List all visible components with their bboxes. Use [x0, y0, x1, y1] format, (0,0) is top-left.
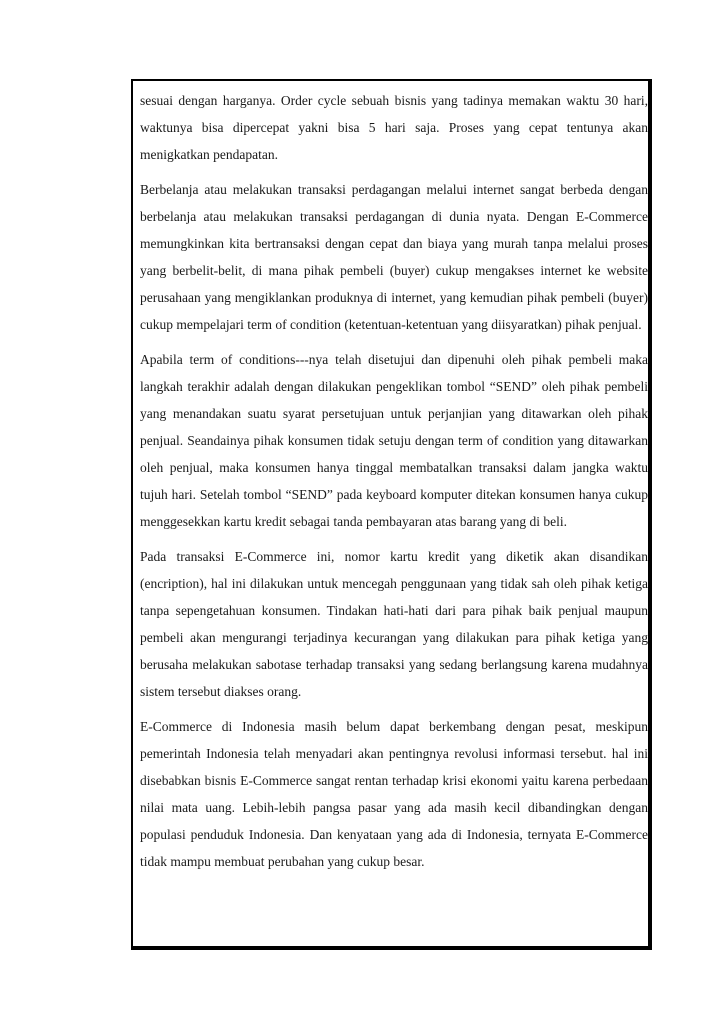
paragraph-4: Pada transaksi E-Commerce ini, nomor kartu kredit yang diketik akan disandikan (encription), hal ini dilakukan untuk mencegah penggunaan yang tidak sah oleh pihak ketiga tanpa sepengetahuan konsumen. Tindakan hati-hati dari para pihak baik penjual maupun pembeli akan mengurangi terjadinya kecurangan yang dilakukan para pihak ketiga yang berusaha melakukan sabotase terhadap transaksi yang sedang berlangsung karena mudahnya sistem tersebut diakses orang. [140, 549, 648, 699]
paragraph-5: E-Commerce di Indonesia masih belum dapat berkembang dengan pesat, meskipun pemerintah Indonesia telah menyadari akan pentingnya revolusi informasi tersebut. hal ini disebabkan bisnis E-Commerce sangat rentan terhadap krisi ekonomi yaitu karena perbedaan nilai mata uang. Lebih-lebih pangsa pasar yang ada masih kecil dibandingkan dengan populasi penduduk Indonesia. Dan kenyataan yang ada di Indonesia, ternyata E-Commerce tidak mampu membuat perubahan yang cukup besar. [140, 719, 648, 869]
paragraph-3: Apabila term of conditions---nya telah disetujui dan dipenuhi oleh pihak pembeli maka langkah terakhir adalah dengan dilakukan pengeklikan tombol “SEND” oleh pihak pembeli yang menandakan suatu syarat persetujuan untuk perjanjian yang ditawarkan oleh pihak penjual. Seandainya pihak konsumen tidak setuju dengan term of condition yang ditawarkan oleh penjual, maka konsumen hanya tinggal membatalkan transaksi dalam jangka waktu tujuh hari. Setelah tombol “SEND” pada keyboard komputer ditekan konsumen hanya cukup menggesekkan kartu kredit sebagai tanda pembayaran atas barang yang di beli. [140, 352, 648, 529]
text-box [131, 79, 652, 950]
paragraph-1: sesuai dengan harganya. Order cycle sebuah bisnis yang tadinya memakan waktu 30 hari, waktunya bisa dipercepat yakni bisa 5 hari saja. Proses yang cepat tentunya akan menigkatkan pendapatan. [140, 93, 648, 162]
paragraph-2: Berbelanja atau melakukan transaksi perdagangan melalui internet sangat berbeda dengan berbelanja atau melakukan transaksi perdagangan di dunia nyata. Dengan E-Commerce memungkinkan kita bertransaksi dengan cepat dan biaya yang murah tanpa melalui proses yang berbelit-belit, di mana pihak pembeli (buyer) cukup mengakses internet ke website perusahaan yang mengiklankan produknya di internet, yang kemudian pihak pembeli (buyer) cukup mempelajari term of condition (ketentuan-ketentuan yang diisyaratkan) pihak penjual. [140, 182, 648, 332]
